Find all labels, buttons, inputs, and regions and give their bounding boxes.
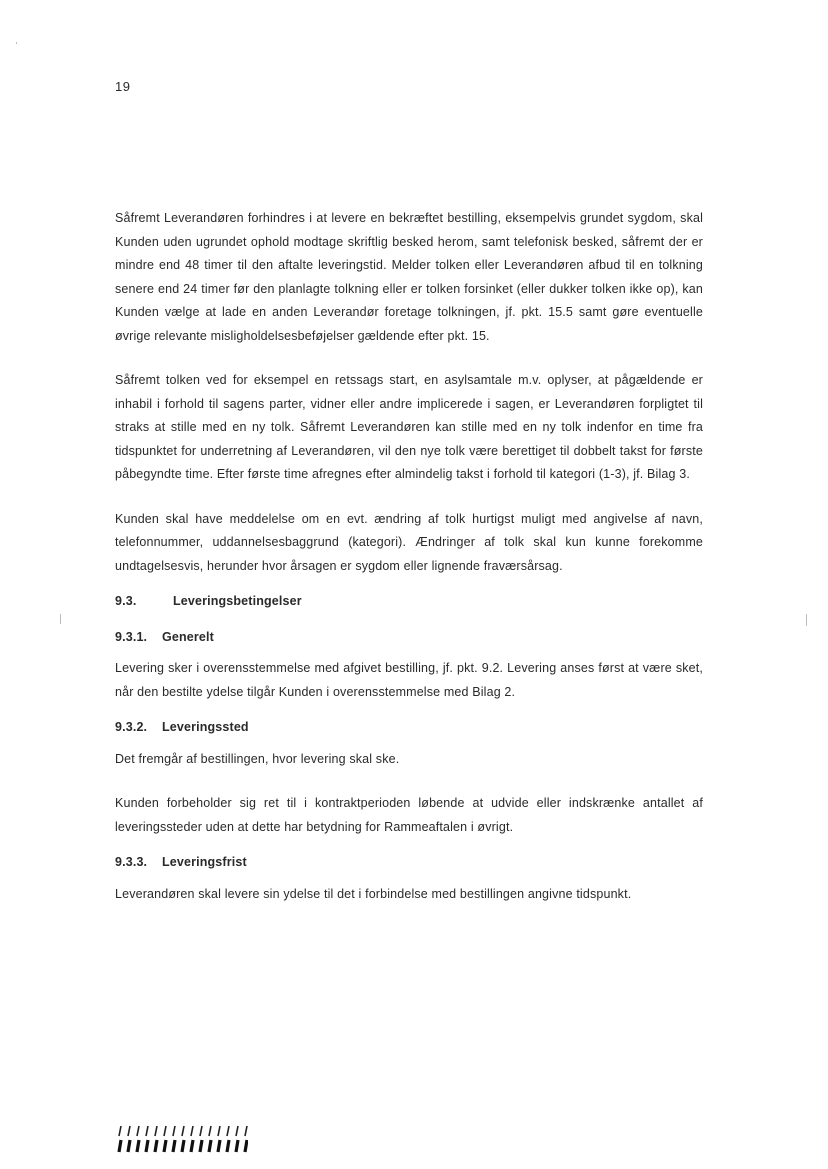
scan-artifact xyxy=(60,614,61,624)
section-heading-9-3-3 xyxy=(115,851,703,875)
paragraph-delivery-location: Det fremgår af bestillingen, hvor levering skal ske. xyxy=(115,751,400,766)
section-heading-9-3 xyxy=(115,590,703,614)
section-title: Leveringsfrist xyxy=(162,855,247,869)
footer-stripe-mark xyxy=(116,1124,248,1154)
section-title: Generelt xyxy=(162,629,214,644)
paragraph-interpreter-change: Kunden skal have meddelelse om en evt. ændring af tolk hurtigst muligt med angivelse af navn, telefonnummer, uddannelsesbaggrund (kategori). Ændringer af tolk skal kun kunne forekomme undtagelsesvis, herunder hvor årsagen er sygdom eller lignende fraværsårsag. xyxy=(115,511,703,573)
section-heading-9-3-1 xyxy=(115,626,703,650)
section-title: Leveringssted xyxy=(162,720,249,734)
scan-artifact xyxy=(16,42,17,44)
section-number: 9.3.3. xyxy=(115,855,148,869)
document-body xyxy=(115,207,703,906)
page-number: 19 xyxy=(115,79,131,94)
section-number: 9.3.1. xyxy=(115,629,148,644)
paragraph-general-delivery: Levering sker i overensstemmelse med afgivet bestilling, jf. pkt. 9.2. Levering anses først at være sket, når den bestilte ydelse tilgår Kunden i overensstemmelse med Bilag 2. xyxy=(115,661,703,699)
section-heading-9-3-2 xyxy=(115,716,703,740)
paragraph-delivery-locations-change: Kunden forbeholder sig ret til i kontraktperioden løbende at udvide eller indskrænke antallet af leveringssteder uden at dette har betydning for Rammeaftalen i øvrigt. xyxy=(115,796,703,834)
section-number: 9.3.2. xyxy=(115,720,148,734)
paragraph-substitution-notice: Såfremt Leverandøren forhindres i at levere en bekræftet bestilling, eksempelvis grundet sygdom, skal Kunden uden ugrundet ophold modtage skriftlig besked herom, samt telefonisk besked, såfremt der er mindre end 48 timer til den aftalte leveringstid. Melder tolken eller Leverandøren afbud til en tolkning senere end 24 timer før den planlagte tolkning eller er tolken forsinket (eller dukker tolken ikke op), kan Kunden vælge at lade en anden Leverandør foretage tolkningen, jf. pkt. 15.5 samt gøre eventuelle øvrige relevante misligholdelsesbeføjelser gældende efter pkt. 15. xyxy=(115,211,703,343)
scan-artifact xyxy=(806,614,807,626)
paragraph-interpreter-incompetence: Såfremt tolken ved for eksempel en retssags start, en asylsamtale m.v. oplyser, at pågældende er inhabil i forhold til sagens parter, vidner eller andre implicerede i sagen, er Leverandøren forpligtet til straks at stille med en ny tolk. Såfremt Leverandøren kan stille med en ny tolk indenfor en time fra tidspunktet for underretning af Leverandøren, vil den nye tolk være berettiget til dobbelt takst for første påbegyndte time. Efter første time afregnes efter almindelig takst i forhold til kategori (1-3), jf. Bilag 3. xyxy=(115,373,703,481)
paragraph-delivery-deadline: Leverandøren skal levere sin ydelse til det i forbindelse med bestillingen angivne tidspunkt. xyxy=(115,886,632,901)
section-number: 9.3. xyxy=(115,594,137,608)
section-title: Leveringsbetingelser xyxy=(173,594,302,608)
